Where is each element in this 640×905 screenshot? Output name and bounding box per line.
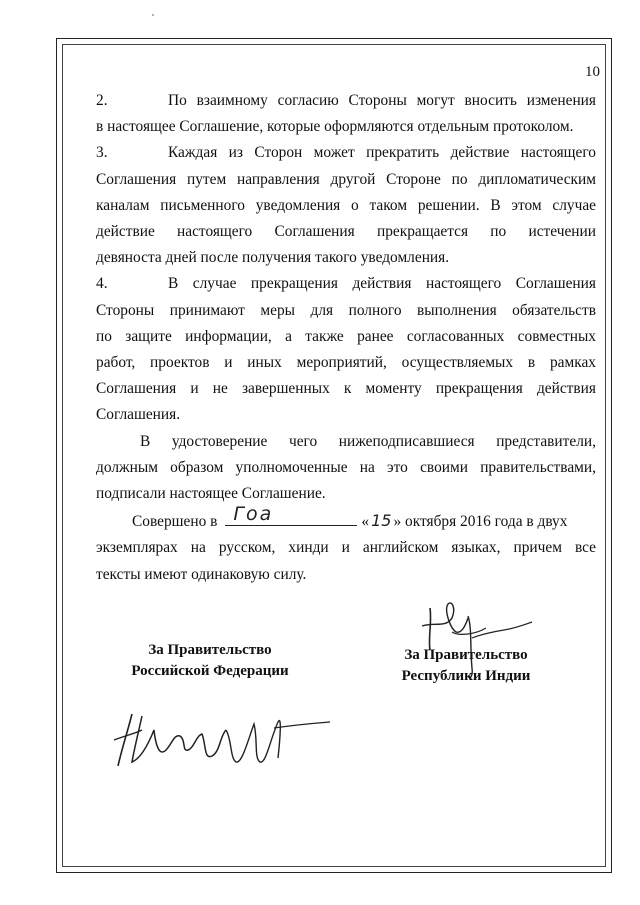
signature-russia [108, 700, 338, 780]
paragraph-4-line-2: Стороны принимают меры для полного выполнения обязательств [96, 301, 596, 319]
signatory-russia-line-1: За Правительство [148, 642, 272, 658]
signatory-india [386, 645, 546, 687]
done-line-3: тексты имеют одинаковую силу. [96, 565, 307, 583]
signatory-india-line-1: За Правительство [404, 647, 528, 663]
done-paragraph [96, 503, 596, 588]
page-number: 10 [585, 64, 600, 80]
paragraph-2-line-1: 2. По взаимному согласию Стороны могут вносить изменения [96, 88, 596, 114]
paragraph-4-line-1: 4. В случае прекращения действия настоящего Соглашения [96, 271, 596, 297]
place-handwritten: Гоа [233, 503, 274, 526]
witness-line-2: должным образом уполномоченные на это своими правительствами, [96, 458, 596, 476]
done-line-2: экземплярах на русском, хинди и английском языках, причем все [96, 539, 596, 557]
paragraph-2-line-2: в настоящее Соглашение, которые оформляются отдельным протоколом. [96, 118, 574, 136]
signatory-russia [120, 640, 300, 682]
paragraph-4-line-3: по защите информации, а также ранее согласованных совместных [96, 327, 596, 345]
day-open-quote: « [361, 513, 370, 531]
done-prefix: Совершено в [132, 513, 218, 531]
paragraph-3-line-4: действие настоящего Соглашения прекращается по истечении [96, 223, 596, 241]
paragraph-4-line-4: работ, проектов и иных мероприятий, осуществляемых в рамках [96, 354, 596, 372]
paragraph-4-line-5: Соглашения и не завершенных к моменту прекращения действия [96, 380, 596, 398]
paragraph-3-line-3: каналам письменного уведомления о таком решении. В этом случае [96, 196, 596, 214]
paragraph-3-number: 3. [96, 144, 108, 162]
place-blank [225, 503, 357, 526]
witness-line-3: подписали настоящее Соглашение. [96, 485, 326, 503]
paragraph-3-line-2: Соглашения путем направления другой Стороне по дипломатическим [96, 170, 596, 188]
day-close-quote: » [393, 513, 402, 531]
paragraph-4 [96, 271, 596, 428]
paragraph-2-number: 2. [96, 92, 108, 109]
scan-speck [152, 14, 154, 16]
day-handwritten: 15 [371, 511, 392, 531]
done-line-1 [96, 503, 596, 535]
paragraph-3-line-1: 3. Каждая из Сторон может прекратить действие настоящего [96, 140, 596, 166]
witness-paragraph [96, 429, 596, 508]
signatory-russia-line-2: Российской Федерации [131, 663, 289, 679]
paragraph-3-line-5: девяноста дней после получения такого уведомления. [96, 249, 450, 267]
paragraph-4-number: 4. [96, 275, 108, 293]
document-body [96, 88, 596, 588]
paragraph-3 [96, 140, 596, 271]
paragraph-4-line-6: Соглашения. [96, 406, 181, 424]
witness-line-1: В удостоверение чего нижеподписавшиеся представители, [140, 432, 596, 450]
paragraph-2 [96, 88, 596, 140]
signatory-india-line-2: Республики Индии [401, 668, 531, 684]
done-suffix: октября 2016 года в двух [405, 513, 568, 531]
